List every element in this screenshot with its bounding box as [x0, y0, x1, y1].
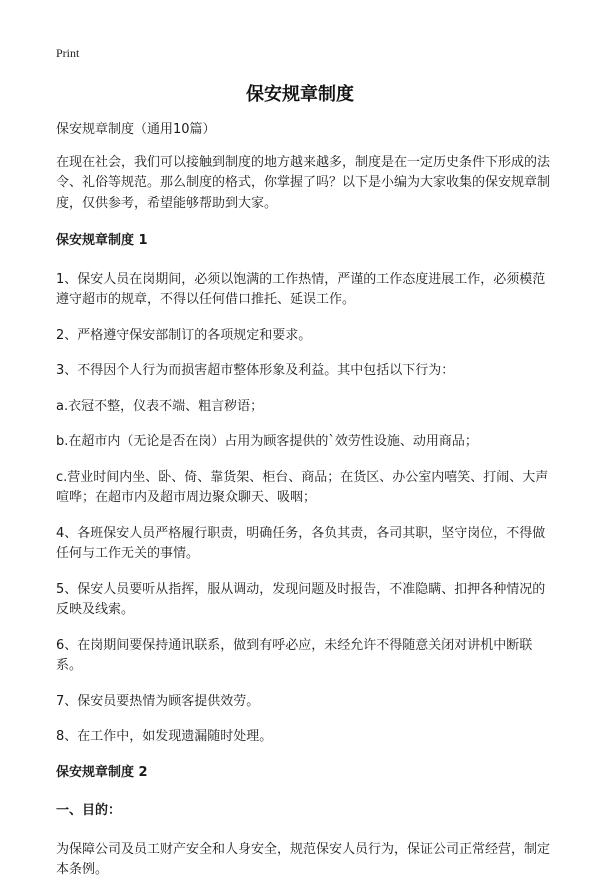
- list-item: 8、在工作中，如发现遗漏随时处理。: [56, 729, 273, 744]
- section-heading: 保安规章制度 1: [56, 233, 148, 248]
- section-heading: 保安规章制度 2: [56, 764, 148, 780]
- list-item: 5、保安人员要听从指挥，服从调动，发现问题及时报告，不准隐瞒、扣押各种情况的反映及线索。: [56, 581, 546, 617]
- document-subtitle: 保安规章制度（通用10篇）: [56, 122, 216, 137]
- list-item: 3、不得因个人行为而损害超市整体形象及利益。其中包括以下行为：: [56, 363, 455, 378]
- print-link[interactable]: Print: [56, 46, 80, 60]
- sub-heading: 一、目的：: [56, 803, 122, 818]
- list-item: c.营业时间内坐、卧、倚、靠货架、柜台、商品；在货区、办公室内嘻笑、打闹、大声喧哗；在超市内及超市周边聚众聊天、吸咽；: [56, 469, 549, 505]
- list-item: 2、严格遵守保安部制订的各项规定和要求。: [56, 327, 312, 343]
- list-item: 1、保安人员在岗期间，必须以饱满的工作热情，严谨的工作态度进展工作，必须模范遵守超市的规章，不得以任何借口推托、延误工作。: [56, 271, 546, 307]
- intro-paragraph: 在现在社会，我们可以接触到制度的地方越来越多，制度是在一定历史条件下形成的法令、礼俗等规范。那么制度的格式，你掌握了吗？以下是小编为大家收集的保安规章制度，仅供参考，希望能够帮助到大家。: [56, 154, 551, 211]
- list-item: 7、保安员要热情为顾客提供效劳。: [56, 693, 260, 709]
- list-item: 4、各班保安人员严格履行职责，明确任务，各负其责，各司其职，坚守岗位，不得做任何与工作无关的事情。: [56, 525, 546, 561]
- paragraph: 为保障公司及员工财产安全和人身安全，规范保安人员行为，保证公司正常经营，制定本条例。: [56, 841, 551, 877]
- list-item: b.在超市内（无论是否在岗）占用为顾客提供的`效劳性设施、动用商品；: [56, 434, 478, 449]
- list-item: 6、在岗期间要保持通讯联系，做到有呼必应，未经允许不得随意关闭对讲机中断联系。: [56, 637, 533, 673]
- list-item: a.衣冠不整，仪表不端、粗言秽语；: [56, 398, 264, 414]
- document-body: [56, 120, 554, 896]
- page-title: 保安规章制度: [246, 84, 354, 105]
